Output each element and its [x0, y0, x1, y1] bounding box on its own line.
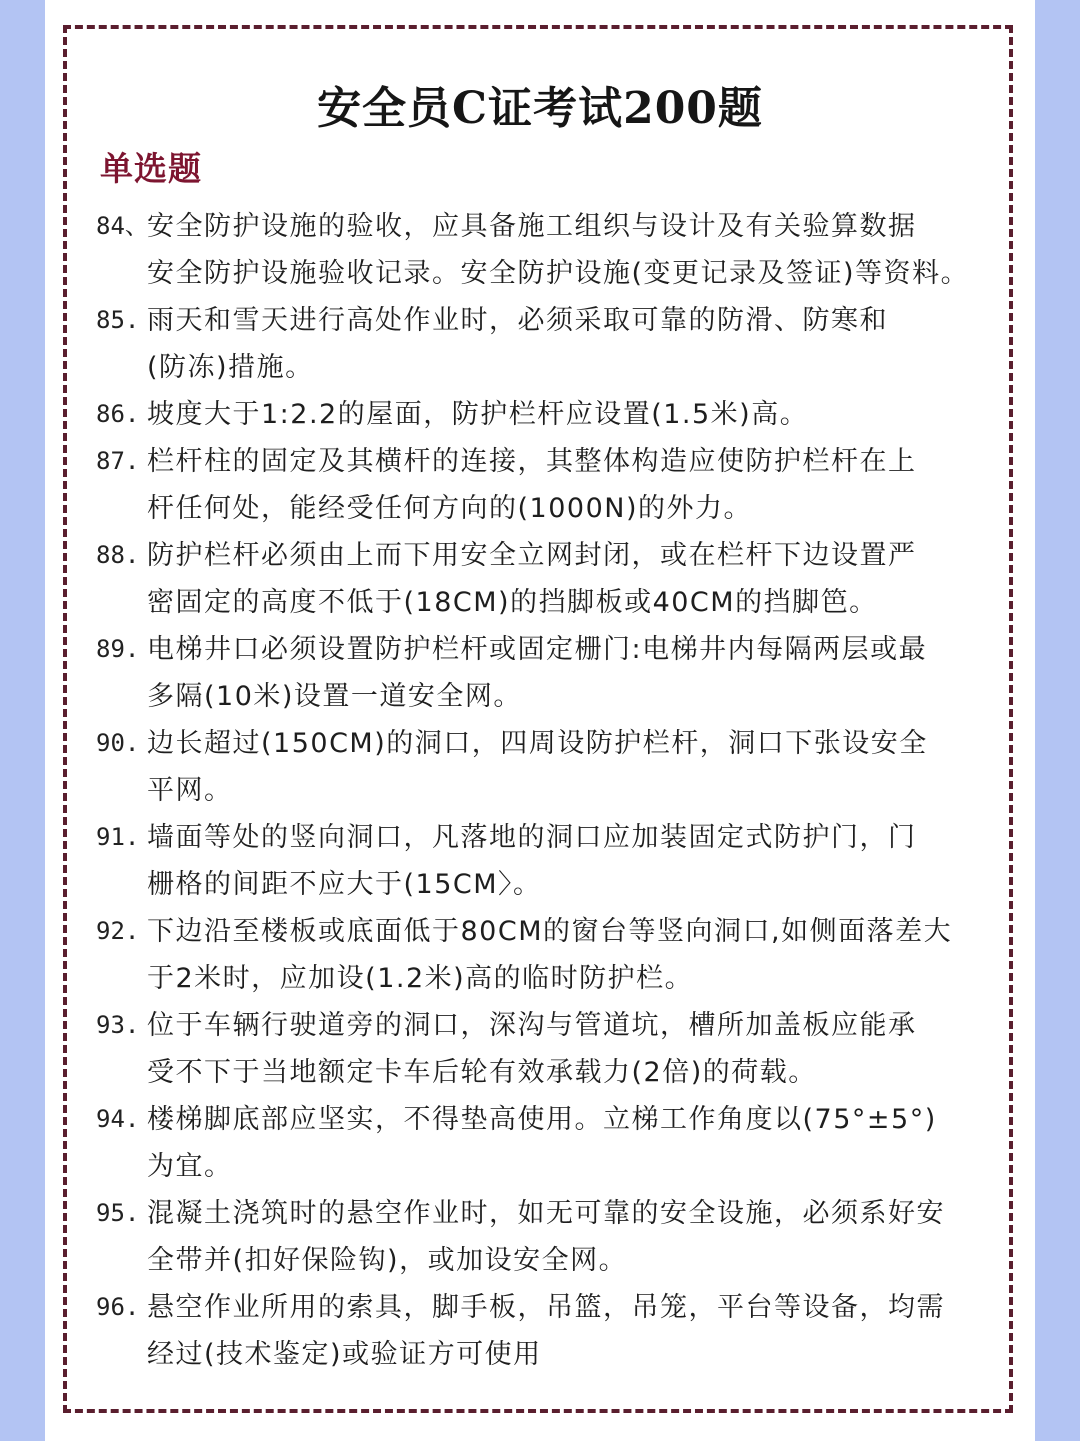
question-number: 91. — [96, 823, 140, 851]
question-text: 坡度大于1:2.2的屋面，防护栏杆应设置(1.5米)高。 — [147, 399, 809, 430]
question-number: 87. — [96, 447, 140, 475]
left-blue-margin — [0, 0, 45, 1441]
question-item — [96, 626, 1026, 720]
question-item — [96, 297, 1026, 391]
question-number: 89. — [96, 635, 140, 663]
question-number: 95. — [96, 1199, 140, 1227]
question-number: 85. — [96, 306, 140, 334]
question-number: 86. — [96, 400, 140, 428]
question-text: 雨天和雪天进行高处作业时，必须采取可靠的防滑、防寒和 (防冻)措施。 — [147, 305, 888, 383]
question-text: 防护栏杆必须由上而下用安全立网封闭，或在栏杆下边设置严 密固定的高度不低于(18CM)的挡脚板或40CM的挡脚笆。 — [147, 540, 917, 618]
question-number: 90. — [96, 729, 140, 757]
question-number: 96. — [96, 1293, 140, 1321]
question-text: 电梯井口必须设置防护栏杆或固定栅门:电梯井内每隔两层或最 多隔(10米)设置一道安全网。 — [147, 634, 928, 712]
question-text: 安全防护设施的验收，应具备施工组织与设计及有关验算数据 安全防护设施验收记录。安全防护设施(变更记录及签证)等资料。 — [147, 211, 970, 289]
question-text: 墙面等处的竖向洞口，凡落地的洞口应加装固定式防护门，门 栅格的间距不应大于(15CM〉。 — [147, 822, 917, 900]
question-list — [96, 203, 1026, 1378]
question-number: 84、 — [96, 212, 149, 240]
question-item — [96, 814, 1026, 908]
question-number: 93. — [96, 1011, 140, 1039]
question-text: 悬空作业所用的索具，脚手板，吊篮，吊笼，平台等设备，均需 经过(技术鉴定)或验证方可使用 — [147, 1292, 945, 1370]
question-item — [96, 908, 1026, 1002]
question-text: 边长超过(150CM)的洞口，四周设防护栏杆，洞口下张设安全 平网。 — [147, 728, 928, 806]
section-heading: 单选题 — [100, 149, 202, 188]
question-number: 94. — [96, 1105, 140, 1133]
question-item — [96, 438, 1026, 532]
question-text: 栏杆柱的固定及其横杆的连接，其整体构造应使防护栏杆在上 杆任何处，能经受任何方向的(1000N)的外力。 — [147, 446, 917, 524]
question-item — [96, 1002, 1026, 1096]
question-item — [96, 1190, 1026, 1284]
right-blue-margin — [1035, 0, 1080, 1441]
question-item — [96, 391, 1026, 438]
question-item — [96, 720, 1026, 814]
question-number: 92. — [96, 917, 140, 945]
question-item — [96, 203, 1026, 297]
question-text: 楼梯脚底部应坚实，不得垫高使用。立梯工作角度以(75°±5°) 为宜。 — [147, 1104, 937, 1182]
question-item — [96, 1096, 1026, 1190]
question-text: 混凝土浇筑时的悬空作业时，如无可靠的安全设施，必须系好安 全带并(扣好保险钩)，或加设安全网。 — [147, 1198, 945, 1276]
question-item — [96, 532, 1026, 626]
question-number: 88. — [96, 541, 140, 569]
question-text: 下边沿至楼板或底面低于80CM的窗台等竖向洞口,如侧面落差大 于2米时，应加设(1.2米)高的临时防护栏。 — [147, 916, 953, 994]
question-item — [96, 1284, 1026, 1378]
page-title: 安全员C证考试200题 — [317, 83, 763, 134]
question-text: 位于车辆行驶道旁的洞口，深沟与管道坑，槽所加盖板应能承 受不下于当地额定卡车后轮有效承载力(2倍)的荷载。 — [147, 1010, 917, 1088]
